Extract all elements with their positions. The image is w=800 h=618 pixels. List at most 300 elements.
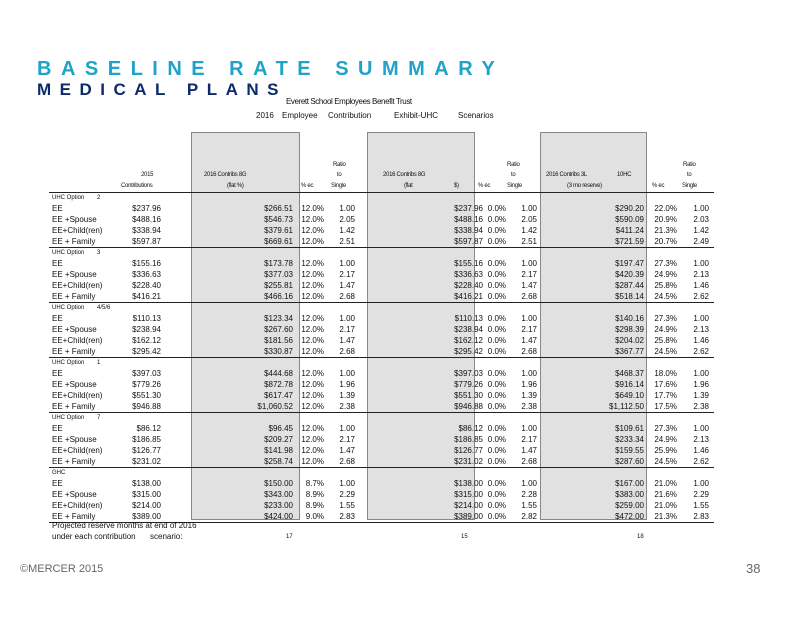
cell-s1r: 2.51 — [339, 237, 355, 246]
cell-s1p: 8.7% — [305, 479, 324, 488]
cell-s2p: 0.0% — [487, 457, 506, 466]
cell-s1p: 12.0% — [301, 402, 324, 411]
cell-s2p: 0.0% — [487, 391, 506, 400]
hdr-s1-ratio-a: Ratio — [333, 162, 346, 168]
cell-s3r: 2.38 — [693, 402, 709, 411]
cell-s3p: 21.6% — [654, 490, 677, 499]
cell-s3p: 20.9% — [654, 215, 677, 224]
cell-s3r: 1.00 — [693, 424, 709, 433]
cell-s3r: 2.13 — [693, 435, 709, 444]
cell-s2c: $237.96 — [454, 204, 483, 213]
cell-s3p: 21.3% — [654, 226, 677, 235]
cell-s2r: 2.28 — [521, 490, 537, 499]
cell-s2r: 1.39 — [521, 391, 537, 400]
cell-s3c: $721.59 — [615, 237, 644, 246]
cell-s1c: $377.03 — [264, 270, 293, 279]
cell-s3c: $1,112.50 — [609, 402, 644, 411]
hdr-s3-ratio-b: to — [687, 172, 692, 178]
hdr-s3-ratio-c: Single — [682, 183, 697, 189]
cell-s1p: 9.0% — [305, 512, 324, 521]
cell-s1c: $1,060.52 — [257, 402, 293, 411]
cell-base: $237.96 — [132, 204, 161, 213]
cell-base: $110.13 — [132, 314, 161, 323]
table-row — [49, 269, 714, 280]
page-number: 38 — [746, 561, 761, 576]
cell-s3r: 2.03 — [693, 215, 709, 224]
cell-s2p: 0.0% — [487, 336, 506, 345]
cell-s1p: 12.0% — [301, 391, 324, 400]
cell-s2r: 1.00 — [521, 369, 537, 378]
cell-s1c: $123.34 — [264, 314, 293, 323]
cell-base: $138.00 — [132, 479, 161, 488]
cell-s2p: 0.0% — [487, 369, 506, 378]
cell-s1r: 1.47 — [339, 446, 355, 455]
footer-line2b: scenario: — [150, 532, 183, 541]
cell-s3p: 17.6% — [654, 380, 677, 389]
cell-s1r: 1.47 — [339, 336, 355, 345]
cell-s1r: 2.68 — [339, 292, 355, 301]
cell-s3r: 1.39 — [693, 391, 709, 400]
table-row — [49, 280, 714, 291]
hdr-s3-ratio-a: Ratio — [683, 162, 696, 168]
cell-base: $779.26 — [132, 380, 161, 389]
cell-s1r: 1.96 — [339, 380, 355, 389]
cell-s2c: $295.42 — [454, 347, 483, 356]
cell-s1c: $209.27 — [264, 435, 293, 444]
cell-s2r: 2.68 — [521, 292, 537, 301]
cell-s1c: $466.16 — [264, 292, 293, 301]
cell-s2r: 2.17 — [521, 435, 537, 444]
subtitle-scenarios: Scenarios — [458, 111, 494, 120]
cell-s2p: 0.0% — [487, 347, 506, 356]
cell-s3p: 20.7% — [654, 237, 677, 246]
cell-s2p: 0.0% — [487, 380, 506, 389]
cell-s2c: $946.88 — [454, 402, 483, 411]
cell-tier: EE+Child(ren) — [52, 391, 103, 400]
plan-group-header — [49, 193, 714, 203]
cell-s2p: 0.0% — [487, 270, 506, 279]
cell-s2p: 0.0% — [487, 479, 506, 488]
cell-s2c: $228.40 — [454, 281, 483, 290]
cell-s2r: 2.68 — [521, 457, 537, 466]
cell-s1c: $330.87 — [264, 347, 293, 356]
table-row — [49, 203, 714, 214]
cell-s3p: 25.8% — [654, 336, 677, 345]
table-row — [49, 346, 714, 357]
cell-s3p: 24.9% — [654, 325, 677, 334]
cell-tier: EE — [52, 204, 63, 213]
cell-s3c: $204.02 — [615, 336, 644, 345]
plan-group — [49, 247, 714, 302]
cell-base: $186.85 — [132, 435, 161, 444]
cell-s2r: 1.47 — [521, 336, 537, 345]
cell-s2c: $336.63 — [454, 270, 483, 279]
hdr-s1-2: (flat %) — [227, 183, 244, 189]
cell-base: $389.00 — [132, 512, 161, 521]
cell-s1p: 12.0% — [301, 226, 324, 235]
cell-s3c: $590.09 — [615, 215, 644, 224]
hdr-s1-1: 2016 Contribs 8G — [204, 172, 247, 178]
cell-s3p: 21.3% — [654, 512, 677, 521]
cell-s2r: 2.51 — [521, 237, 537, 246]
cell-s3r: 1.46 — [693, 446, 709, 455]
cell-s3r: 2.62 — [693, 292, 709, 301]
cell-s1c: $141.98 — [264, 446, 293, 455]
cell-tier: EE+Child(ren) — [52, 226, 103, 235]
cell-s3p: 24.5% — [654, 292, 677, 301]
cell-s2r: 2.05 — [521, 215, 537, 224]
cell-s1p: 12.0% — [301, 457, 324, 466]
cell-s2c: $231.02 — [454, 457, 483, 466]
cell-s1p: 12.0% — [301, 347, 324, 356]
cell-s3r: 1.46 — [693, 281, 709, 290]
cell-s2r: 1.00 — [521, 424, 537, 433]
cell-s2r: 1.47 — [521, 281, 537, 290]
hdr-s1-pct: % ec — [301, 183, 314, 189]
table-row — [49, 478, 714, 489]
cell-s1p: 12.0% — [301, 292, 324, 301]
hdr-s2-1: 2016 Contribs 8G — [383, 172, 426, 178]
cell-tier: EE + Family — [52, 237, 96, 246]
cell-s3r: 1.00 — [693, 259, 709, 268]
cell-s3r: 1.00 — [693, 204, 709, 213]
table-row — [49, 500, 714, 511]
cell-s1c: $379.61 — [264, 226, 293, 235]
cell-base: $214.00 — [132, 501, 161, 510]
hdr-base-1: 2015 — [141, 172, 154, 178]
cell-s1p: 12.0% — [301, 281, 324, 290]
cell-base: $155.16 — [132, 259, 161, 268]
cell-s3r: 1.96 — [693, 380, 709, 389]
cell-s3c: $472.00 — [615, 512, 644, 521]
cell-s1p: 12.0% — [301, 325, 324, 334]
cell-s1r: 1.47 — [339, 281, 355, 290]
cell-s3p: 21.0% — [654, 501, 677, 510]
plan-code: 2 — [97, 195, 101, 201]
cell-tier: EE — [52, 479, 63, 488]
cell-s3p: 24.5% — [654, 457, 677, 466]
table-row — [49, 313, 714, 324]
cell-s2p: 0.0% — [487, 314, 506, 323]
cell-s1c: $424.00 — [264, 512, 293, 521]
cell-s2c: $597.87 — [454, 237, 483, 246]
hdr-s2-pct: % ec — [478, 183, 491, 189]
plan-name: UHC Option — [52, 415, 85, 421]
plan-name: UHC Option — [52, 305, 85, 311]
table-row — [49, 401, 714, 412]
cell-s2r: 1.96 — [521, 380, 537, 389]
table-row — [49, 236, 714, 247]
cell-base: $231.02 — [132, 457, 161, 466]
page-title: BASELINE RATE SUMMARY — [37, 58, 505, 80]
cell-base: $488.16 — [132, 215, 161, 224]
cell-s3c: $109.61 — [615, 424, 644, 433]
reserve-months-s2: 15 — [461, 534, 468, 540]
table-title: Everett School Employees Benefit Trust — [286, 97, 412, 106]
cell-s1p: 12.0% — [301, 446, 324, 455]
cell-tier: EE + Family — [52, 512, 96, 521]
cell-s2c: $397.03 — [454, 369, 483, 378]
cell-s1c: $150.00 — [264, 479, 293, 488]
cell-tier: EE — [52, 369, 63, 378]
table-row — [49, 225, 714, 236]
footer-line2a: under each contribution — [52, 532, 136, 541]
table-subtitle — [256, 111, 496, 120]
cell-s1p: 12.0% — [301, 369, 324, 378]
cell-s3r: 2.13 — [693, 270, 709, 279]
cell-s1r: 1.42 — [339, 226, 355, 235]
hdr-base-2: Contributions — [121, 183, 153, 189]
cell-tier: EE — [52, 424, 63, 433]
cell-tier: EE +Spouse — [52, 490, 97, 499]
cell-s3c: $233.34 — [615, 435, 644, 444]
cell-s1r: 2.17 — [339, 270, 355, 279]
cell-s1p: 12.0% — [301, 259, 324, 268]
page-subtitle: MEDICAL PLANS — [37, 80, 287, 99]
cell-s2p: 0.0% — [487, 402, 506, 411]
cell-s1c: $96.45 — [268, 424, 293, 433]
cell-s2p: 0.0% — [487, 424, 506, 433]
cell-s1r: 2.68 — [339, 457, 355, 466]
cell-s1p: 8.9% — [305, 501, 324, 510]
subtitle-year: 2016 — [256, 111, 274, 120]
cell-s1r: 1.00 — [339, 479, 355, 488]
cell-s2c: $155.16 — [454, 259, 483, 268]
cell-s1c: $343.00 — [264, 490, 293, 499]
hdr-s1-ratio-b: to — [337, 172, 342, 178]
cell-base: $416.21 — [132, 292, 161, 301]
cell-s3c: $197.47 — [615, 259, 644, 268]
cell-s3p: 24.5% — [654, 347, 677, 356]
cell-s1r: 2.17 — [339, 325, 355, 334]
cell-s3p: 25.9% — [654, 446, 677, 455]
cell-s3p: 27.3% — [654, 259, 677, 268]
cell-s3c: $287.44 — [615, 281, 644, 290]
table-row — [49, 368, 714, 379]
cell-s3r: 2.13 — [693, 325, 709, 334]
cell-s2p: 0.0% — [487, 435, 506, 444]
cell-tier: EE+Child(ren) — [52, 501, 103, 510]
table-row — [49, 423, 714, 434]
cell-s3c: $298.39 — [615, 325, 644, 334]
cell-s3p: 24.9% — [654, 435, 677, 444]
cell-s2c: $389.00 — [454, 512, 483, 521]
cell-s1c: $255.81 — [264, 281, 293, 290]
cell-s2p: 0.0% — [487, 490, 506, 499]
cell-s2r: 2.68 — [521, 347, 537, 356]
cell-base: $597.87 — [132, 237, 161, 246]
reserve-months-s1: 17 — [286, 534, 293, 540]
footer-line1: Projected reserve months at end of 2016 — [52, 521, 197, 530]
cell-s2c: $338.94 — [454, 226, 483, 235]
rate-table — [49, 192, 714, 523]
cell-s1c: $617.47 — [264, 391, 293, 400]
table-row — [49, 456, 714, 467]
cell-s2c: $214.00 — [454, 501, 483, 510]
cell-s3c: $518.14 — [615, 292, 644, 301]
cell-s1p: 12.0% — [301, 336, 324, 345]
cell-tier: EE + Family — [52, 457, 96, 466]
cell-s1p: 12.0% — [301, 215, 324, 224]
cell-s3c: $290.20 — [615, 204, 644, 213]
cell-s2p: 0.0% — [487, 292, 506, 301]
cell-s1r: 2.83 — [339, 512, 355, 521]
cell-s1r: 1.55 — [339, 501, 355, 510]
cell-base: $238.94 — [132, 325, 161, 334]
cell-tier: EE +Spouse — [52, 215, 97, 224]
cell-s3r: 1.55 — [693, 501, 709, 510]
hdr-s3-pct: % ec — [652, 183, 665, 189]
cell-s3c: $159.55 — [615, 446, 644, 455]
cell-s2r: 1.00 — [521, 259, 537, 268]
cell-s2p: 0.0% — [487, 501, 506, 510]
cell-s2r: 1.00 — [521, 479, 537, 488]
cell-s2c: $138.00 — [454, 479, 483, 488]
cell-s3r: 2.62 — [693, 347, 709, 356]
table-row — [49, 390, 714, 401]
cell-s2c: $779.26 — [454, 380, 483, 389]
cell-s2c: $416.21 — [454, 292, 483, 301]
cell-s1r: 1.39 — [339, 391, 355, 400]
cell-s2p: 0.0% — [487, 446, 506, 455]
cell-base: $162.12 — [132, 336, 161, 345]
cell-s3p: 22.0% — [654, 204, 677, 213]
cell-tier: EE + Family — [52, 292, 96, 301]
cell-s3p: 27.3% — [654, 424, 677, 433]
cell-s1p: 12.0% — [301, 204, 324, 213]
cell-s2r: 1.42 — [521, 226, 537, 235]
cell-s1r: 1.00 — [339, 204, 355, 213]
plan-group — [49, 192, 714, 247]
cell-s2c: $488.16 — [454, 215, 483, 224]
cell-s2r: 2.38 — [521, 402, 537, 411]
cell-s1c: $181.56 — [264, 336, 293, 345]
table-row — [49, 258, 714, 269]
plan-group-header — [49, 248, 714, 258]
copyright: ©MERCER 2015 — [20, 563, 104, 575]
table-row — [49, 214, 714, 225]
cell-base: $397.03 — [132, 369, 161, 378]
cell-s3r: 1.00 — [693, 369, 709, 378]
cell-tier: EE +Spouse — [52, 325, 97, 334]
plan-name: UHC Option — [52, 360, 85, 366]
cell-s2c: $315.00 — [454, 490, 483, 499]
cell-tier: EE+Child(ren) — [52, 281, 103, 290]
cell-s2c: $110.13 — [454, 314, 483, 323]
plan-group-header — [49, 413, 714, 423]
cell-s1p: 12.0% — [301, 435, 324, 444]
cell-s2c: $186.85 — [454, 435, 483, 444]
hdr-s3-2: (3 mo reserve) — [567, 183, 602, 189]
subtitle-exhibit: Exhibit-UHC — [394, 111, 439, 120]
cell-s2c: $238.94 — [454, 325, 483, 334]
cell-s2r: 1.47 — [521, 446, 537, 455]
cell-base: $338.94 — [132, 226, 161, 235]
table-row — [49, 489, 714, 500]
cell-s2p: 0.0% — [487, 281, 506, 290]
cell-s2p: 0.0% — [487, 215, 506, 224]
cell-s1c: $546.73 — [264, 215, 293, 224]
cell-tier: EE+Child(ren) — [52, 336, 103, 345]
cell-s2r: 2.17 — [521, 270, 537, 279]
cell-base: $315.00 — [132, 490, 161, 499]
cell-s2p: 0.0% — [487, 204, 506, 213]
cell-s3p: 21.0% — [654, 479, 677, 488]
cell-base: $228.40 — [132, 281, 161, 290]
cell-s1r: 1.00 — [339, 259, 355, 268]
cell-s1c: $233.00 — [264, 501, 293, 510]
subtitle-employee: Employee — [282, 111, 318, 120]
cell-s1r: 1.00 — [339, 369, 355, 378]
cell-s3r: 1.00 — [693, 314, 709, 323]
cell-s3p: 17.7% — [654, 391, 677, 400]
cell-s1r: 2.05 — [339, 215, 355, 224]
plan-name: GHC — [52, 470, 66, 476]
plan-code: 4/5/6 — [97, 305, 111, 311]
cell-s1p: 12.0% — [301, 237, 324, 246]
cell-s2p: 0.0% — [487, 237, 506, 246]
plan-name: UHC Option — [52, 250, 85, 256]
cell-s3r: 1.46 — [693, 336, 709, 345]
cell-base: $126.77 — [132, 446, 161, 455]
cell-s2c: $162.12 — [454, 336, 483, 345]
cell-s3p: 24.9% — [654, 270, 677, 279]
subtitle-contribution: Contribution — [328, 111, 372, 120]
cell-s1p: 12.0% — [301, 380, 324, 389]
cell-s3c: $420.39 — [615, 270, 644, 279]
cell-s2r: 1.00 — [521, 204, 537, 213]
table-row — [49, 291, 714, 302]
cell-s1c: $258.74 — [264, 457, 293, 466]
cell-s2r: 1.55 — [521, 501, 537, 510]
plan-code: 1 — [97, 360, 101, 366]
table-row — [49, 379, 714, 390]
cell-s3p: 17.5% — [654, 402, 677, 411]
cell-s3c: $649.10 — [615, 391, 644, 400]
cell-s3p: 25.8% — [654, 281, 677, 290]
table-row — [49, 324, 714, 335]
cell-s3c: $287.60 — [615, 457, 644, 466]
cell-s2p: 0.0% — [487, 325, 506, 334]
cell-s3p: 27.3% — [654, 314, 677, 323]
cell-base: $86.12 — [136, 424, 161, 433]
hdr-s2-ratio-a: Ratio — [507, 162, 520, 168]
cell-s3r: 2.49 — [693, 237, 709, 246]
hdr-s2-ratio-c: Single — [507, 183, 522, 189]
cell-s3r: 2.29 — [693, 490, 709, 499]
cell-tier: EE +Spouse — [52, 380, 97, 389]
cell-base: $336.63 — [132, 270, 161, 279]
cell-tier: EE +Spouse — [52, 435, 97, 444]
cell-s1p: 12.0% — [301, 424, 324, 433]
cell-tier: EE +Spouse — [52, 270, 97, 279]
cell-s2r: 2.82 — [521, 512, 537, 521]
hdr-s2-2b: $) — [454, 183, 459, 189]
cell-s1c: $872.78 — [264, 380, 293, 389]
cell-s1c: $669.61 — [264, 237, 293, 246]
plan-group-header — [49, 303, 714, 313]
cell-s1p: 12.0% — [301, 270, 324, 279]
cell-s1r: 1.00 — [339, 314, 355, 323]
cell-s3r: 2.62 — [693, 457, 709, 466]
cell-tier: EE+Child(ren) — [52, 446, 103, 455]
hdr-s2-ratio-b: to — [511, 172, 516, 178]
plan-name: UHC Option — [52, 195, 85, 201]
cell-base: $946.88 — [132, 402, 161, 411]
hdr-s1-ratio-c: Single — [331, 183, 346, 189]
table-row — [49, 335, 714, 346]
cell-tier: EE — [52, 314, 63, 323]
